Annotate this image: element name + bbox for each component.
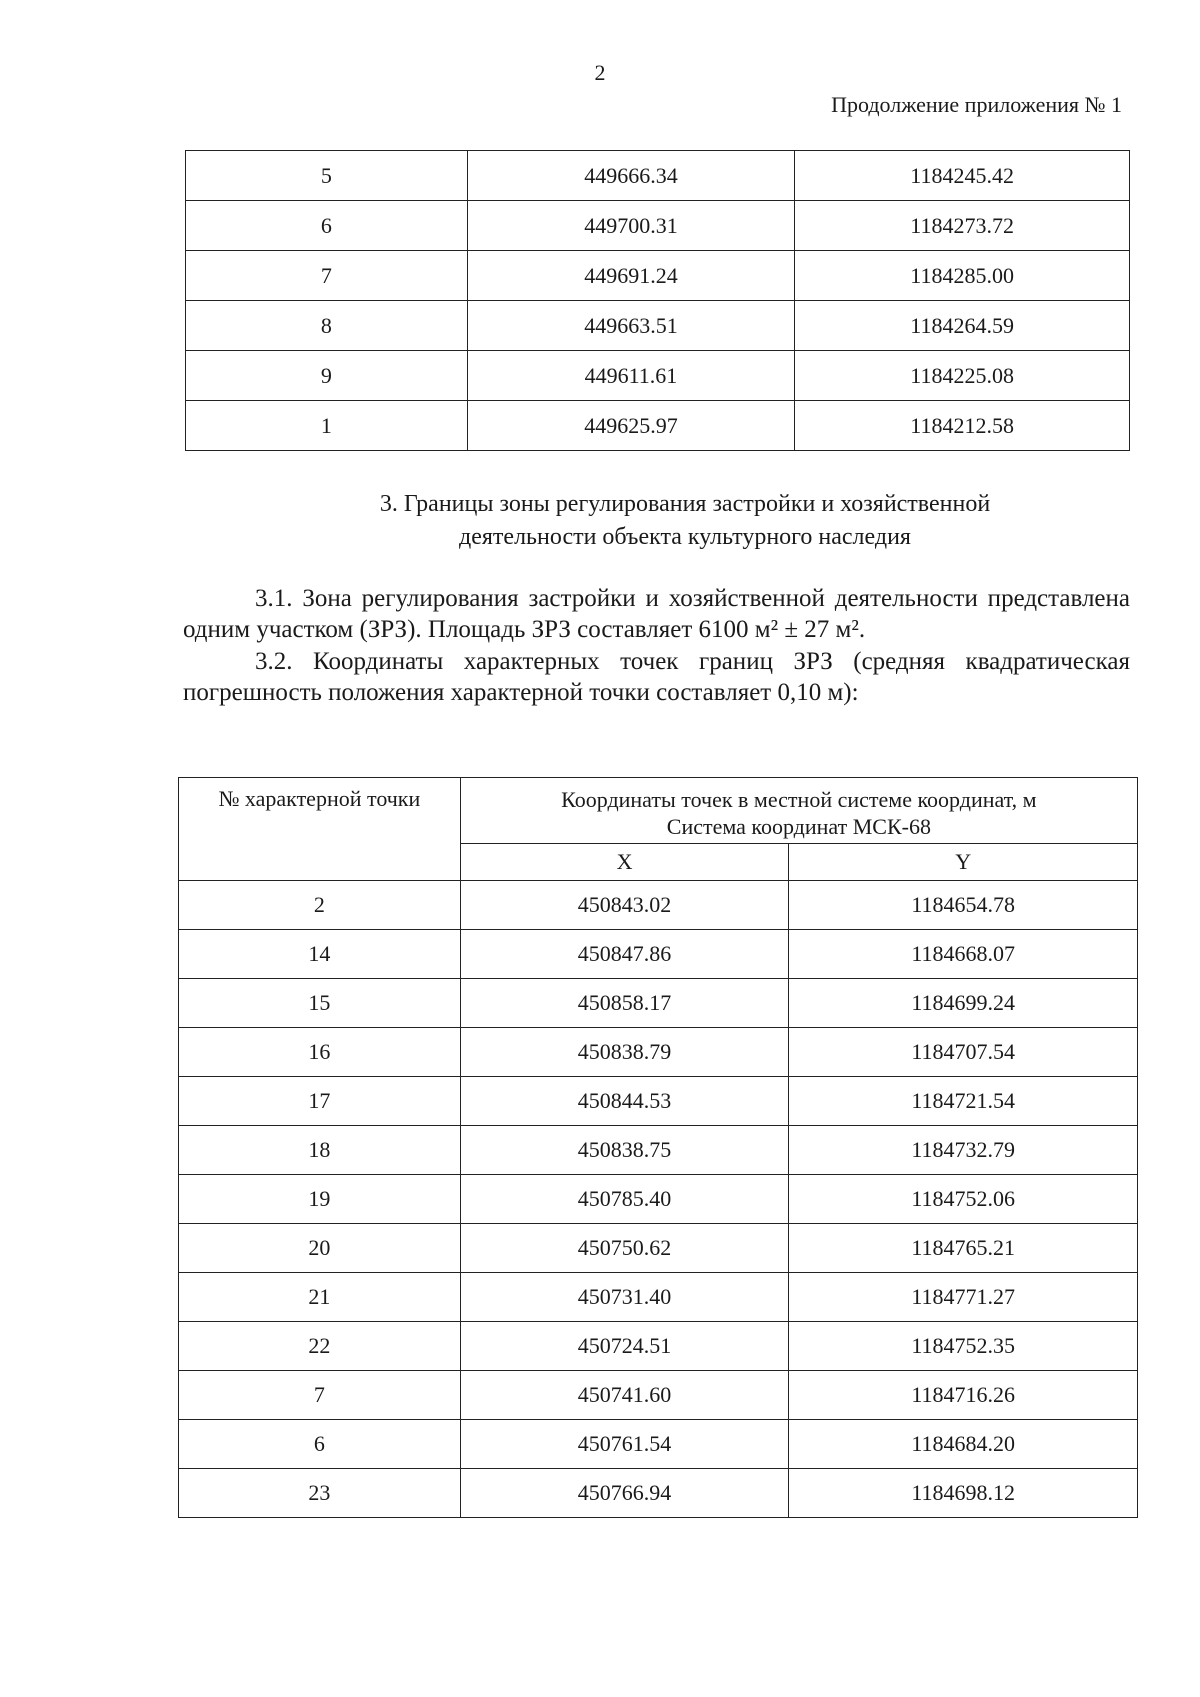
point-number-cell: 15 (179, 979, 461, 1028)
coordinates-header-line1: Координаты точек в местной системе координат, м (561, 787, 1037, 812)
point-number-cell: 23 (179, 1469, 461, 1518)
point-number-header-text: № характерной точки (218, 786, 421, 811)
x-coordinate-cell: 449611.61 (467, 351, 795, 401)
x-coordinate-cell: 450838.75 (460, 1126, 789, 1175)
appendix-note: Продолжение приложения № 1 (831, 92, 1122, 117)
y-coordinate-cell: 1184668.07 (789, 930, 1138, 979)
y-coordinate-cell: 1184225.08 (795, 351, 1130, 401)
point-number-cell: 20 (179, 1224, 461, 1273)
table-row (179, 1322, 1138, 1371)
point-number-cell: 6 (179, 1420, 461, 1469)
y-coordinate-cell: 1184684.20 (789, 1420, 1138, 1469)
point-number-cell: 9 (186, 351, 468, 401)
x-coordinate-cell: 450838.79 (460, 1028, 789, 1077)
point-number-cell: 22 (179, 1322, 461, 1371)
table-row (179, 1028, 1138, 1077)
y-coordinate-cell: 1184721.54 (789, 1077, 1138, 1126)
y-coordinate-cell: 1184273.72 (795, 201, 1130, 251)
x-coordinate-cell: 450731.40 (460, 1273, 789, 1322)
paragraph-3-1 (183, 583, 1130, 645)
y-coordinate-cell: 1184732.79 (789, 1126, 1138, 1175)
table-row (186, 201, 1130, 251)
point-number-cell: 21 (179, 1273, 461, 1322)
y-coordinate-cell: 1184752.06 (789, 1175, 1138, 1224)
y-coordinate-cell: 1184245.42 (795, 151, 1130, 201)
y-coordinate-cell: 1184716.26 (789, 1371, 1138, 1420)
section-heading-line2: деятельности объекта культурного наследия (459, 524, 911, 550)
x-coordinate-cell: 449666.34 (467, 151, 795, 201)
x-coordinate-cell: 450844.53 (460, 1077, 789, 1126)
x-coordinate-cell: 449663.51 (467, 301, 795, 351)
table-header-row (179, 778, 1138, 844)
table-row (179, 1175, 1138, 1224)
point-number-cell: 1 (186, 401, 468, 451)
x-coordinate-cell: 450750.62 (460, 1224, 789, 1273)
y-coordinate-cell: 1184264.59 (795, 301, 1130, 351)
point-number-cell: 14 (179, 930, 461, 979)
x-coordinate-cell: 450785.40 (460, 1175, 789, 1224)
x-column-header: X (460, 844, 789, 881)
y-column-header: Y (789, 844, 1138, 881)
point-number-cell: 18 (179, 1126, 461, 1175)
x-coordinate-cell: 449625.97 (467, 401, 795, 451)
table2-body (179, 778, 1138, 1518)
x-coordinate-cell: 450847.86 (460, 930, 789, 979)
point-number-cell: 7 (179, 1371, 461, 1420)
table-row (179, 1420, 1138, 1469)
x-coordinate-cell: 449691.24 (467, 251, 795, 301)
point-number-cell: 19 (179, 1175, 461, 1224)
table-row (179, 1371, 1138, 1420)
point-number-cell: 16 (179, 1028, 461, 1077)
table-row (179, 1224, 1138, 1273)
point-number-cell: 7 (186, 251, 468, 301)
table-row (186, 301, 1130, 351)
y-coordinate-cell: 1184699.24 (789, 979, 1138, 1028)
y-coordinate-cell: 1184771.27 (789, 1273, 1138, 1322)
page-number: 2 (594, 60, 606, 85)
y-coordinate-cell: 1184752.35 (789, 1322, 1138, 1371)
x-coordinate-cell: 450761.54 (460, 1420, 789, 1469)
y-coordinate-cell: 1184654.78 (789, 881, 1138, 930)
x-coordinate-cell: 450858.17 (460, 979, 789, 1028)
point-number-cell: 8 (186, 301, 468, 351)
x-coordinate-cell: 450843.02 (460, 881, 789, 930)
table1-body (186, 151, 1130, 451)
table-row (179, 1469, 1138, 1518)
y-coordinate-cell: 1184212.58 (795, 401, 1130, 451)
table-row (179, 1273, 1138, 1322)
table-row (179, 979, 1138, 1028)
paragraph-3-1-text: 3.1. Зона регулирования застройки и хозяйственной деятельности представлена одним участком (ЗРЗ). Площадь ЗРЗ составляет 6100 м² ± 27 м². (183, 585, 1130, 643)
coordinates-table-continued (185, 150, 1130, 451)
table-row (186, 151, 1130, 201)
table-row (179, 1077, 1138, 1126)
point-number-cell: 2 (179, 881, 461, 930)
paragraph-3-2 (183, 646, 1130, 708)
point-number-cell: 6 (186, 201, 468, 251)
point-number-header (179, 778, 461, 881)
x-coordinate-cell: 450766.94 (460, 1469, 789, 1518)
x-coordinate-cell: 450741.60 (460, 1371, 789, 1420)
x-coordinate-cell: 450724.51 (460, 1322, 789, 1371)
table-row (179, 1126, 1138, 1175)
table-row (186, 401, 1130, 451)
coordinates-header-text (461, 778, 1137, 840)
table-row (179, 930, 1138, 979)
y-coordinate-cell: 1184765.21 (789, 1224, 1138, 1273)
coordinates-header-line2: Система координат МСК-68 (666, 814, 931, 839)
x-coordinate-cell: 449700.31 (467, 201, 795, 251)
coordinates-header (460, 778, 1137, 844)
point-number-cell: 5 (186, 151, 468, 201)
y-coordinate-cell: 1184285.00 (795, 251, 1130, 301)
y-coordinate-cell: 1184707.54 (789, 1028, 1138, 1077)
table-row (186, 251, 1130, 301)
section-heading (235, 488, 1135, 554)
section-heading-line1: 3. Границы зоны регулирования застройки и хозяйственной (379, 491, 991, 517)
table-row (186, 351, 1130, 401)
point-number-cell: 17 (179, 1077, 461, 1126)
table-row (179, 881, 1138, 930)
paragraph-3-2-text: 3.2. Координаты характерных точек границ ЗРЗ (средняя квадратическая погрешность положения характерной точки составляет 0,10 м): (183, 648, 1130, 706)
y-coordinate-cell: 1184698.12 (789, 1469, 1138, 1518)
zrz-coordinates-table (178, 777, 1138, 1518)
